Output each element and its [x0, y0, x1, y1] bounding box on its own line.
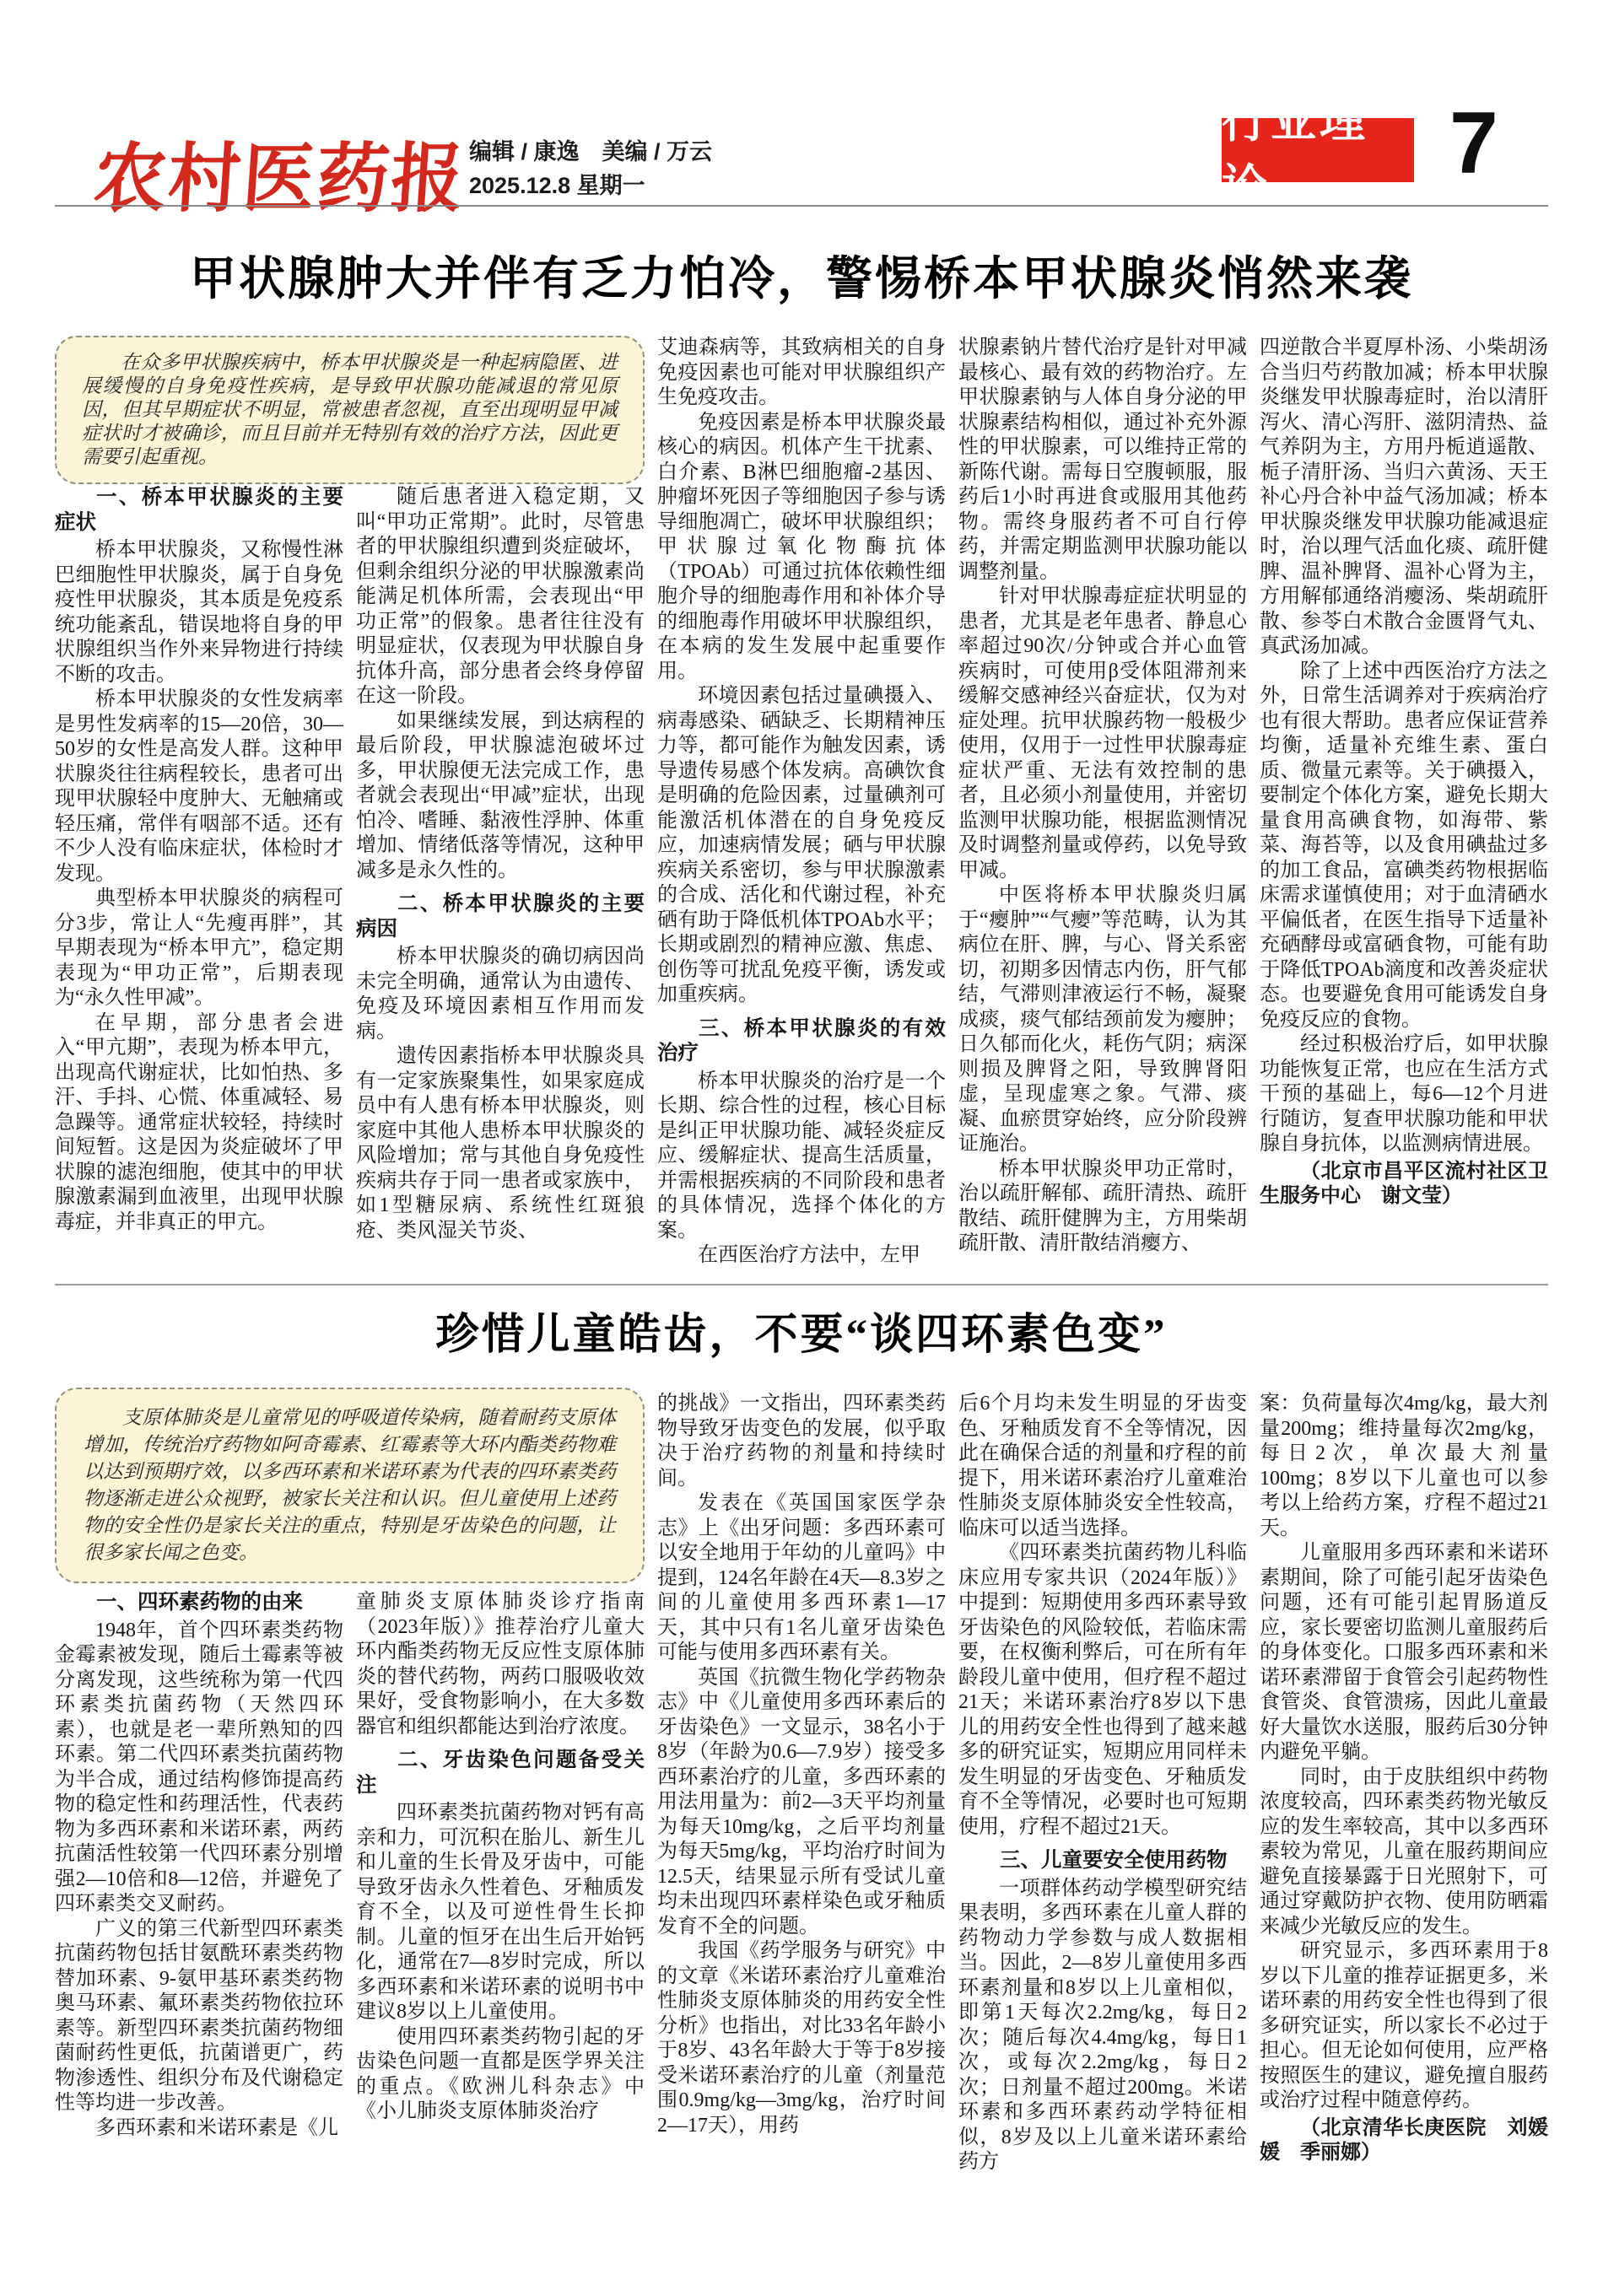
- paragraph: 同时，由于皮肤组织中药物浓度较高，四环素类药物光敏反应的发生率较高，其中以多西环素较为常见，儿童在服药期间应避免直接暴露于日光照射下，可通过穿戴防护衣物、使用防晒霜来减少光敏反应的发生。: [1260, 1765, 1548, 1938]
- paragraph: 我国《药学服务与研究》中的文章《米诺环素治疗儿童难治性肺炎支原体肺炎的用药安全性分析》也指出，对比33名年龄小于8岁、43名年龄大于等于8岁接受米诺环素治疗的儿童（剂量范围0.9mg/kg—3mg/kg，治疗时间2—17天），用药: [657, 1940, 946, 2137]
- text-column: [55, 336, 343, 1272]
- paragraph: 《四环素类抗菌药物儿科临床应用专家共识（2024年版）》中提到：短期使用多西环素导致牙齿染色的风险较低，若临床需要，在权衡利弊后，可在所有年龄段儿童中使用，但疗程不超过21天；米诺环素治疗8岁以下患儿的用药安全性也得到了越来越多的研究证实，短期应用同样未发生明显的牙齿变色、牙釉质发育不全等情况，必要时也可短期使用，疗程不超过21天。: [958, 1542, 1247, 1838]
- paragraph: 1948年，首个四环素类药物金霉素被发现，随后土霉素等被分离发现，这些统称为第一代四环素类抗菌药物（天然四环素），也就是老一辈所熟知的四环素。第二代四环素类抗菌药物为半合成，通过结构修饰提高药物的稳定性和药理活性，代表药物为多西环素和米诺环素，两药抗菌活性较第一代四环素分别增强2—10倍和8—12倍，并避免了四环素类交叉耐药。: [55, 1619, 343, 1915]
- text-column: [356, 336, 645, 1272]
- paragraph: 多西环素和米诺环素是《儿: [95, 2116, 338, 2139]
- paragraph: 的挑战》一文指出，四环素类药物导致牙齿变色的发展，似乎取决于治疗药物的剂量和持续时间。: [657, 1393, 946, 1490]
- article2-title: 珍惜儿童皓齿，不要“谈四环素色变”: [435, 1312, 1168, 1359]
- paragraph: 一项群体药动学模型研究结果表明，多西环素在儿童人群的药物动力学参数与成人数据相当。因此，2—8岁儿童使用多西环素剂量和8岁以上儿童相似，即第1天每次2.2mg/kg，每日2次；随后每次4.4mg/kg，每日1次，或每次2.2mg/kg，每日2次；日剂量不超过200mg。米诺环素和多西环素药动学特征相似，8岁及以上儿童米诺环素给药方: [958, 1877, 1247, 2173]
- paragraph: 童肺炎支原体肺炎诊疗指南（2023年版）》推荐治疗儿童大环内酯类药物无反应性支原体肺炎的替代药物，两药口服吸收效果好，受食物影响小，在大多数器官和组织都能达到治疗浓度。: [356, 1591, 645, 1738]
- subheading: 一、桥本甲状腺炎的主要症状: [55, 486, 343, 534]
- paragraph: 在西医治疗方法中，左甲: [698, 1244, 920, 1266]
- paragraph: 后6个月均未发生明显的牙齿变色、牙釉质发育不全等情况，因此在确保合适的剂量和疗程的前提下，用米诺环素治疗儿童难治性肺炎支原体肺炎安全性较高，临床可以适当选择。: [958, 1393, 1247, 1539]
- paragraph: 随后患者进入稳定期，又叫“甲功正常期”。此时，尽管患者的甲状腺组织遭到炎症破坏，但剩余组织分泌的甲状腺激素尚能满足机体所需，会表现出“甲功正常”的假象。患者往往没有明显症状，仅表现为甲状腺自身抗体升高，部分患者会终身停留在这一阶段。: [356, 486, 645, 707]
- paragraph: 桥本甲状腺炎，又称慢性淋巴细胞性甲状腺炎，属于自身免疫性甲状腺炎，其本质是免疫系统功能紊乱，错误地将自身的甲状腺组织当作外来异物进行持续不断的攻击。: [55, 539, 343, 686]
- paragraph: 艾迪森病等，其致病相关的自身免疫因素也可能对甲状腺组织产生免疫攻击。: [657, 337, 946, 408]
- subheading: 三、桥本甲状腺炎的有效治疗: [657, 1016, 946, 1064]
- article2-intro-text: 支原体肺炎是儿童常见的呼吸道传染病，随着耐药支原体增加，传统治疗药物如阿奇霉素、红霉素等大环内酯类药物难以达到预期疗效，以多西环素和米诺环素为代表的四环素类药物逐渐走进公众视野，被家长关注和认识。但儿童使用上述药物的安全性仍是家长关注的重点，特别是牙齿染色的问题，让很多家长闻之色变。: [84, 1407, 616, 1563]
- article2-columns: [55, 1392, 1548, 2223]
- masthead-info: [469, 135, 823, 202]
- paragraph: 案：负荷量每次4mg/kg，最大剂量200mg；维持量每次2mg/kg，每日2次，单次最大剂量100mg；8岁以下儿童也可以参考以上给药方案，疗程不超过21天。: [1260, 1393, 1548, 1539]
- paragraph: 典型桥本甲状腺炎的病程可分3步，常让人“先瘦再胖”，其早期表现为“桥本甲亢”，稳定期表现为“甲功正常”，后期表现为“永久性甲减”。: [55, 887, 343, 1009]
- paragraph: 桥本甲状腺炎甲功正常时，治以疏肝解郁、疏肝清热、疏肝散结、疏肝健脾为主，方用柴胡疏肝散、清肝散结消瘿方、: [958, 1157, 1247, 1254]
- page-number: 7: [1449, 94, 1498, 192]
- text-column: [958, 1392, 1247, 2223]
- paragraph: 环境因素包括过量碘摄入、病毒感染、硒缺乏、长期精神压力等，都可能作为触发因素，诱导遗传易感个体发病。高碘饮食是明确的危险因素，过量碘剂可能激活机体潜在的自身免疫反应，加速病情发展；硒与甲状腺疾病关系密切，参与甲状腺激素的合成、活化和代谢过程，补充硒有助于降低机体TPOAb水平；长期或剧烈的精神应激、焦虑、创伤等可扰乱免疫平衡，诱发或加重疾病。: [657, 685, 946, 1005]
- paragraph: 研究显示，多西环素用于8岁以下儿童的推荐证据更多，米诺环素的用药安全性也得到了很多研究证实，所以家长不必过于担心。但无论如何使用，应严格按照医生的建议，避免擅自服药或治疗过程中随意停药。: [1260, 1940, 1548, 2111]
- paragraph: 使用四环素类药物引起的牙齿染色问题一直都是医学界关注的重点。《欧洲儿科杂志》中《小儿肺炎支原体肺炎治疗: [356, 2025, 645, 2122]
- paragraph: 如果继续发展，到达病程的最后阶段，甲状腺滤泡破坏过多，甲状腺便无法完成工作，患者就会表现出“甲减”症状，出现怕冷、嗜睡、黏液性浮肿、体重增加、情绪低落等情况，这种甲减多是永久性的。: [356, 709, 645, 881]
- text-column: [356, 1392, 645, 2223]
- article1-intro-text: 在众多甲状腺疾病中，桥本甲状腺炎是一种起病隐匿、进展缓慢的自身免疫性疾病，是导致甲状腺功能减退的常见原因，但其早期症状不明显，常被患者忽视，直至出现明显甲减症状时才被确诊，而且目前并无特别有效的治疗方法，因此更需要引起重视。: [82, 352, 618, 467]
- paragraph: 在早期，部分患者会进入“甲亢期”，表现为桥本甲亢，出现高代谢症状，比如怕热、多汗、手抖、心慌、体重减轻、易急躁等。通常症状较轻，持续时间短暂。这是因为炎症破坏了甲状腺的滤泡细胞，使其中的甲状腺激素漏到血液里，出现甲状腺毒症，并非真正的甲亢。: [55, 1011, 343, 1233]
- text-column: [1260, 1392, 1548, 2223]
- paragraph: 英国《抗微生物化学药物杂志》中《儿童使用多西环素后的牙齿染色》一文显示，38名小于8岁（年龄为0.6—7.9岁）接受多西环素治疗的儿童，多西环素的用法用量为：前2—3天平均剂量为每天10mg/kg，之后平均剂量为每天5mg/kg，平均治疗时间为12.5天，结果显示所有受试儿童均未出现四环素样染色或牙釉质发育不全的问题。: [657, 1666, 946, 1938]
- text-column: [657, 1392, 946, 2223]
- header-rule: [55, 205, 1548, 207]
- paragraph: 桥本甲状腺炎的治疗是一个长期、综合性的过程，核心目标是纠正甲状腺功能、减轻炎症反应、缓解症状、提高生活质量，并需根据疾病的不同阶段和患者的具体情况，选择个体化的方案。: [657, 1070, 946, 1242]
- paragraph: 除了上述中西医治疗方法之外，日常生活调养对于疾病治疗也有很大帮助。患者应保证营养均衡，适量补充维生素、蛋白质、微量元素等。关于碘摄入，要制定个体化方案，避免长期大量食用高碘食物，如海带、紫菜、海苔等，以及食用碘盐过多的加工食品，富碘类药物根据临床需求谨慎使用；对于血清硒水平偏低者，在医生指导下适量补充硒酵母或富硒食物，可能有助于降低TPOAb滴度和改善炎症状态。也要避免食用可能诱发自身免疫反应的食物。: [1260, 660, 1548, 1031]
- newspaper-logo: 农村医药报: [90, 137, 468, 222]
- paragraph: 针对甲状腺毒症症状明显的患者，尤其是老年患者、静息心率超过90次/分钟或合并心血管疾病时，可使用β受体阻滞剂来缓解交感神经兴奋症状，仅为对症处理。抗甲状腺药物一般极少使用，仅用于一过性甲状腺毒症症状严重、无法有效控制的患者，且必须小剂量使用，并密切监测甲状腺功能，根据监测情况及时调整剂量或停药，以免导致甲减。: [958, 585, 1247, 881]
- paragraph: 儿童服用多西环素和米诺环素期间，除了可能引起牙齿染色问题，还有可能引起胃肠道反应，家长要密切监测儿童服药后的身体变化。口服多西环素和米诺环素滞留于食管会引起药物性食管炎、食管溃疡，因此儿童最好大量饮水送服，服药后30分钟内避免平躺。: [1260, 1542, 1548, 1763]
- byline: （北京清华长庚医院 刘媛媛 季丽娜）: [1260, 2115, 1548, 2164]
- paragraph: 桥本甲状腺炎的女性发病率是男性发病率的15—20倍，30—50岁的女性是高发人群。这种甲状腺炎往往病程较长，患者可出现甲状腺轻中度肿大、无触痛或轻压痛，常伴有咽部不适。还有不少人没有临床症状，体检时才发现。: [55, 688, 343, 885]
- paragraph: 四逆散合半夏厚朴汤、小柴胡汤合当归芍药散加减；桥本甲状腺炎继发甲状腺毒症时，治以清肝泻火、清心泻肝、滋阴清热、益气养阴为主，方用丹栀逍遥散、栀子清肝汤、当归六黄汤、天王补心丹合补中益气汤加减；桥本甲状腺炎继发甲状腺功能减退症时，治以理气活血化痰、疏肝健脾、温补脾肾、温补心肾为主，方用解郁通络消瘿汤、柴胡疏肝散、参苓白术散合金匮肾气丸、真武汤加减。: [1260, 337, 1548, 657]
- text-column: [657, 336, 946, 1272]
- subheading: 一、四环素药物的由来: [96, 1591, 303, 1614]
- paragraph: 广义的第三代新型四环素类抗菌药物包括甘氨酰环素类药物替加环素、9-氨甲基环素类药物奥马环素、氟环素类药物依拉环素等。新型四环素类抗菌药物细菌耐药性更低，抗菌谱更广，药物渗透性、组织分布及代谢稳定性等均进一步改善。: [55, 1917, 343, 2114]
- paragraph: 四环素类抗菌药物对钙有高亲和力，可沉积在胎儿、新生儿和儿童的生长骨及牙齿中，可能导致牙齿永久性着色、牙釉质发育不全，以及可逆性骨生长抑制。儿童的恒牙在出生后开始钙化，通常在7—8岁时完成，所以多西环素和米诺环素的说明书中建议8岁以上儿童使用。: [356, 1802, 645, 2023]
- paragraph: 发表在《英国国家医学杂志》上《出牙问题：多西环素可以安全地用于年幼的儿童吗》中提到，124名年龄在4天—8.3岁之间的儿童使用多西环素1—17天，其中只有1名儿童牙齿染色可能与使用多西环素有关。: [657, 1492, 946, 1663]
- date-line: 2025.12.8 星期一: [469, 173, 645, 198]
- subheading: 二、桥本甲状腺炎的主要病因: [356, 892, 645, 940]
- section-label: 行业理论: [1222, 118, 1414, 182]
- text-column: [958, 336, 1247, 1272]
- article1-columns: [55, 336, 1548, 1272]
- editor-line: 编辑 / 康逸 美编 / 万云: [469, 139, 713, 164]
- paragraph: 状腺素钠片替代治疗是针对甲减最核心、最有效的药物治疗。左甲状腺素钠与人体自身分泌的甲状腺素结构相似，通过补充外源性的甲状腺素，可以维持正常的新陈代谢。需每日空腹顿服，服药后1小时再进食或服用其他药物。需终身服药者不可自行停药，并需定期监测甲状腺功能以调整剂量。: [958, 337, 1247, 583]
- text-column: [1260, 336, 1548, 1272]
- byline: （北京市昌平区流村社区卫生服务中心 谢文莹）: [1260, 1159, 1548, 1207]
- subheading: 三、儿童要安全使用药物: [1000, 1849, 1228, 1872]
- text-column: [55, 1392, 343, 2223]
- article-divider: [55, 1284, 1548, 1285]
- paragraph: 中医将桥本甲状腺炎归属于“瘿肿”“气瘿”等范畴，认为其病位在肝、脾，与心、肾关系密切，初期多因情志内伤，肝气郁结，气滞则津液运行不畅，凝聚成痰，痰气郁结颈前发为瘿肿；日久郁而化火，耗伤气阴；病深则损及脾肾之阳，导致脾肾阳虚，呈现虚寒之象。气滞、痰凝、血瘀贯穿始终，应分阶段辨证施治。: [958, 884, 1247, 1155]
- paragraph: 免疫因素是桥本甲状腺炎最核心的病因。机体产生干扰素、白介素、B淋巴细胞瘤-2基因、肿瘤坏死因子等细胞因子参与诱导细胞凋亡，破坏甲状腺组织；甲状腺过氧化物酶抗体（TPOAb）可通过抗体依赖性细胞介导的细胞毒作用和补体介导的细胞毒作用破坏甲状腺组织，在本病的发生发展中起重要作用。: [657, 411, 946, 682]
- article1-title: 甲状腺肿大并伴有乏力怕冷，警惕桥本甲状腺炎悄然来袭: [189, 253, 1413, 305]
- paragraph: 经过积极治疗后，如甲状腺功能恢复正常，也应在生活方式干预的基础上，每6—12个月进行随访，复查甲状腺功能和甲状腺自身抗体，以监测病情进展。: [1260, 1033, 1548, 1155]
- paragraph: 桥本甲状腺炎的确切病因尚未完全明确，通常认为由遗传、免疫及环境因素相互作用而发病。: [356, 946, 645, 1043]
- paragraph: 遗传因素指桥本甲状腺炎具有一定家族聚集性，如果家庭成员中有人患有桥本甲状腺炎，则家庭中其他人患桥本甲状腺炎的风险增加；常与其他自身免疫性疾病共存于同一患者或家族中，如1型糖尿病、系统性红斑狼疮、类风湿关节炎、: [356, 1045, 645, 1242]
- subheading: 二、牙齿染色问题备受关注: [356, 1749, 645, 1797]
